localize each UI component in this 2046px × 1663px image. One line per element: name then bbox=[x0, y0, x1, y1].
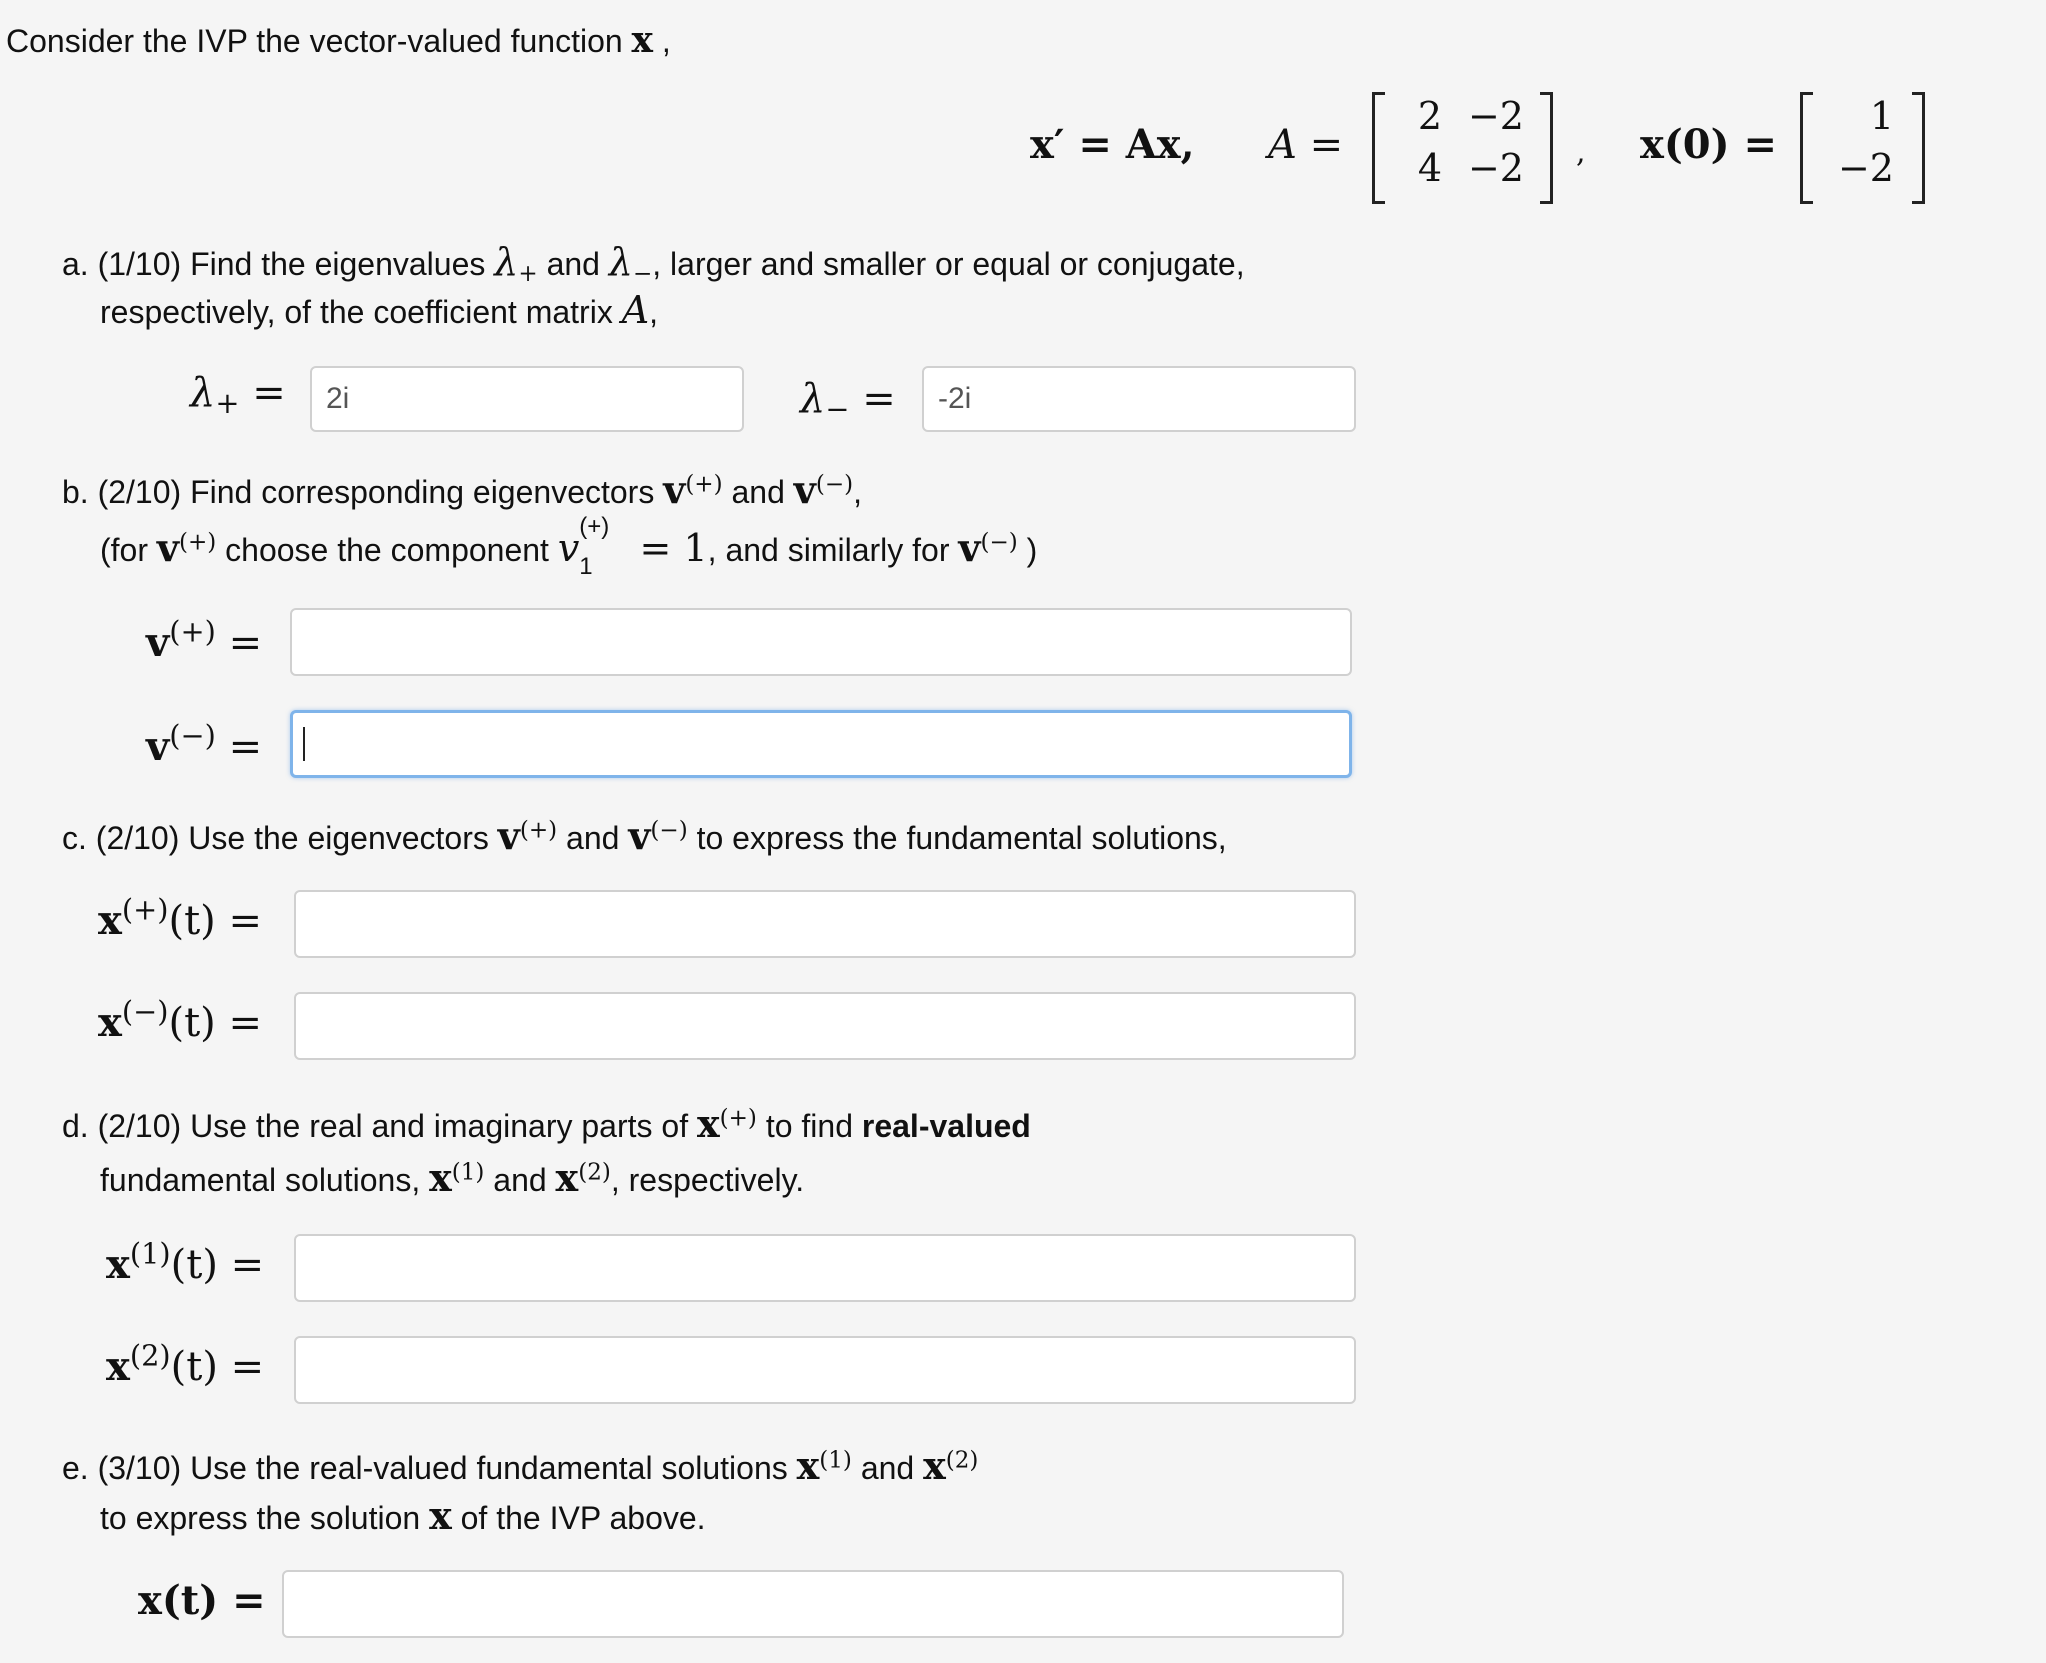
part-a-line1: a. (1/10) Find the eigenvalues $\lambda_+$ and $\lambda_-$, larger and smaller or equal or conjugate, bbox=[62, 240, 1245, 287]
x-minus-label: x(−)(t) = bbox=[98, 994, 262, 1046]
lambda-minus-input[interactable]: -2i bbox=[922, 366, 1356, 432]
intro-text: Consider the IVP the vector-valued function x , bbox=[6, 19, 671, 61]
matrix-a-cell: −2 bbox=[1467, 146, 1524, 190]
part-d-line1: d. (2/10) Use the real and imaginary parts of x(+) to find real-valued bbox=[62, 1101, 1031, 1146]
x-solution-input[interactable] bbox=[282, 1570, 1344, 1638]
v-minus-label: v(−) = bbox=[146, 718, 263, 770]
initial-vector-cell: −2 bbox=[1837, 146, 1894, 190]
part-b-line2: (for v(+) choose the component v (+) 1 = 1, and similarly for v(−) ) bbox=[100, 512, 1038, 580]
x-plus-label: x(+)(t) = bbox=[98, 892, 262, 944]
initial-condition-label: x(0) = bbox=[1640, 121, 1777, 168]
ode-equation: x′ = Ax, bbox=[1030, 121, 1195, 168]
x1-input[interactable] bbox=[294, 1234, 1356, 1302]
matrix-a-cell: 4 bbox=[1417, 146, 1442, 190]
part-b-line1: b. (2/10) Find corresponding eigenvectors v(+) and v(−), bbox=[62, 467, 863, 512]
x2-input[interactable] bbox=[294, 1336, 1356, 1404]
part-a-line2: respectively, of the coefficient matrix A, bbox=[100, 288, 659, 332]
part-d-line2: fundamental solutions, $x^{(1)}$ and $x^{(2)}$, respectively. bbox=[100, 1155, 805, 1200]
lambda-plus-label: $\lambda_+$ = bbox=[190, 370, 286, 421]
lambda-plus-input[interactable]: 2i bbox=[310, 366, 744, 432]
matrix-a-cell: −2 bbox=[1467, 94, 1524, 138]
x-plus-input[interactable] bbox=[294, 890, 1356, 958]
matrix-a-label: A = bbox=[1268, 122, 1344, 168]
matrix-a-cell: 2 bbox=[1417, 94, 1442, 138]
v-minus-input[interactable] bbox=[290, 710, 1352, 778]
v-plus-input[interactable] bbox=[290, 608, 1352, 676]
matrix-a bbox=[1372, 92, 1554, 204]
part-e-line1: e. (3/10) Use the real-valued fundamental solutions $x^{(1)}$ and $x^{(2)}$ bbox=[62, 1443, 979, 1488]
initial-vector-cell: 1 bbox=[1869, 94, 1894, 138]
part-c-line1: c. (2/10) Use the eigenvectors v(+) and v(−) to express the fundamental solutions, bbox=[62, 813, 1227, 858]
part-e-line2: to express the solution x of the IVP above. bbox=[100, 1493, 706, 1538]
equation-comma: , bbox=[1576, 135, 1586, 170]
lambda-minus-label: $\lambda_-$ = bbox=[800, 376, 896, 427]
initial-vector bbox=[1800, 92, 1926, 204]
x1-label: $x^{(1)}(t)$ = bbox=[106, 1236, 265, 1288]
x2-label: $x^{(2)}(t)$ = bbox=[106, 1338, 265, 1390]
text-caret bbox=[303, 727, 305, 761]
v-plus-label: v(+) = bbox=[146, 614, 263, 666]
x-minus-input[interactable] bbox=[294, 992, 1356, 1060]
x-solution-label: x(t) = bbox=[138, 1577, 266, 1624]
